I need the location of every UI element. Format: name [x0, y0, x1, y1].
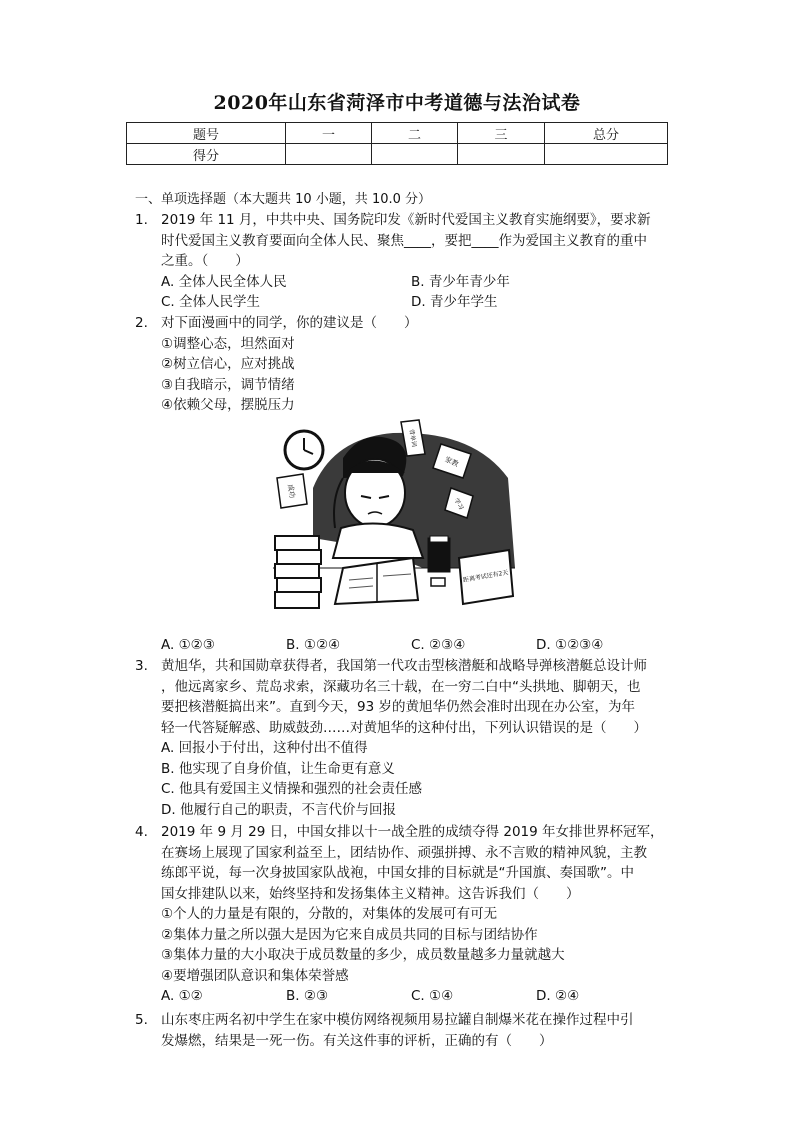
section-heading: 一、单项选择题（本大题共 10 小题，共 10.0 分） [135, 192, 432, 207]
option-c[interactable]: C. ②③④ [411, 637, 466, 653]
question-text-line: 练郎平说，每一次身披国家队战袍，中国女排的目标就是“升国旗、奏国歌”。中 [161, 865, 634, 881]
option-d[interactable]: D. ②④ [536, 988, 580, 1004]
option-d[interactable]: D. ①②③④ [536, 637, 604, 653]
option-b[interactable]: B. ①②④ [286, 637, 341, 653]
score-table-header-row [127, 123, 668, 144]
svg-text:学习: 学习 [452, 497, 465, 512]
option-b[interactable]: B. ②③ [286, 988, 329, 1004]
option-b[interactable]: B. 他实现了自身价值，让生命更有意义 [161, 760, 395, 777]
question-text-line: 之重。（ ） [161, 253, 249, 269]
option-d[interactable]: D. 青少年学生 [411, 294, 498, 310]
score-cell[interactable] [372, 144, 458, 165]
question-number: 4. [135, 824, 148, 840]
score-header-cell: 一 [286, 123, 372, 144]
question-number: 3. [135, 658, 148, 674]
question-3 [135, 656, 661, 820]
question-text-line: 2019 年 9 月 29 日，中国女排以十一战全胜的成绩夺得 2019 年女排世界杯冠军， [161, 824, 664, 840]
question-text-line: 黄旭华，共和国勋章获得者，我国第一代攻击型核潜艇和战略导弹核潜艇总设计师 [161, 658, 647, 674]
option-a[interactable]: A. 全体人民全体人民 [161, 273, 287, 290]
score-header-cell: 总分 [545, 123, 668, 144]
question-number: 5. [135, 1012, 148, 1028]
clock-icon [285, 431, 323, 469]
option-row [161, 986, 661, 1007]
choice-statement: ④要增强团队意识和集体荣誉感 [161, 967, 349, 984]
option-c[interactable]: C. ①④ [411, 988, 454, 1004]
option-b[interactable]: B. 青少年青少年 [411, 273, 510, 290]
pressure-tag-success [277, 474, 307, 508]
choice-statement: ③自我暗示，调节情绪 [161, 376, 295, 393]
option-a[interactable]: A. ①②③ [161, 637, 215, 653]
option-row [161, 635, 661, 656]
score-header-cell: 题号 [127, 123, 286, 144]
question-4 [135, 822, 664, 1007]
question-text-line: 在赛场上展现了国家利益至上，团结协作、顽强拼搏、永不言败的精神风貌，主教 [161, 844, 647, 861]
cup-icon [428, 536, 450, 572]
score-table [126, 122, 668, 165]
question-text-line: ，他远离家乡、荒岛求索，深藏功名三十载，在一穷二白中“头拱地、脚朝天，也 [161, 678, 641, 695]
question-text-line: 国女排建队以来，始终坚持和发扬集体主义精神。这告诉我们（ ） [161, 885, 580, 902]
score-table-score-row [127, 144, 668, 165]
score-header-cell: 三 [458, 123, 545, 144]
option-c[interactable]: C. 他具有爱国主义情操和强烈的社会责任感 [161, 781, 423, 797]
page-title: 2020年山东省菏泽市中考道德与法治试卷 [213, 92, 581, 114]
score-row-label: 得分 [127, 144, 286, 165]
option-a[interactable]: A. 回报小于付出，这种付出不值得 [161, 740, 368, 756]
question-5 [135, 1010, 661, 1051]
option-c[interactable]: C. 全体人民学生 [161, 294, 261, 310]
choice-statement: ①调整心态，坦然面对 [161, 335, 295, 352]
score-cell[interactable] [545, 144, 668, 165]
option-a[interactable]: A. ①② [161, 988, 203, 1004]
question-text-line: 2019 年 11 月，中共中央、国务院印发《新时代爱国主义教育实施纲要》，要求新 [161, 212, 651, 228]
score-header-cell: 二 [372, 123, 458, 144]
svg-text:成功: 成功 [285, 483, 297, 499]
question-text-line: 对下面漫画中的同学，你的建议是（ ） [161, 315, 418, 331]
choice-statement: ②树立信心，应对挑战 [161, 356, 295, 372]
option-d[interactable]: D. 他履行自己的职责，不言代价与回报 [161, 801, 396, 818]
question-text-line: 时代爱国主义教育要面向全体人民、聚焦____，要把____作为爱国主义教育的重中 [161, 232, 647, 249]
question-number: 1. [135, 212, 148, 228]
question-text-line: 轻一代答疑解惑、助威鼓劲……对黄旭华的这种付出，下列认识错误的是（ ） [161, 719, 647, 736]
question-2 [135, 313, 661, 416]
svg-text:家教: 家教 [443, 455, 460, 469]
choice-statement: ①个人的力量是有限的，分散的，对集体的发展可有可无 [161, 906, 498, 922]
choice-statement: ④依赖父母，摆脱压力 [161, 397, 295, 413]
choice-statement: ③集体力量的大小取决于成员数量的多少，成员数量越多力量就越大 [161, 947, 565, 963]
question-1 [135, 210, 661, 313]
score-cell[interactable] [458, 144, 545, 165]
books-stack-icon [275, 536, 321, 608]
question-number: 2. [135, 315, 148, 331]
choice-statement: ②集体力量之所以强大是因为它来自成员共同的目标与团结协作 [161, 926, 538, 943]
score-cell[interactable] [286, 144, 372, 165]
calendar-icon [459, 550, 513, 604]
question-2-options [135, 635, 661, 656]
stressed-student-cartoon [273, 418, 515, 612]
option-row [161, 272, 661, 293]
question-text-line: 山东枣庄两名初中学生在家中模仿网络视频用易拉罐自制爆米花在操作过程中引 [161, 1012, 634, 1028]
question-text-line: 发爆燃，结果是一死一伤。有关这件事的评析，正确的有（ ） [161, 1032, 553, 1049]
eraser-icon [431, 578, 445, 586]
notebook-icon [335, 558, 418, 604]
svg-text:背单词: 背单词 [407, 428, 418, 448]
question-text-line: 要把核潜艇搞出来”。直到今天，93 岁的黄旭华仍然会准时出现在办公室，为年 [161, 699, 635, 715]
option-row [161, 292, 661, 313]
svg-text:距离考试还有2天: 距离考试还有2天 [462, 569, 509, 584]
